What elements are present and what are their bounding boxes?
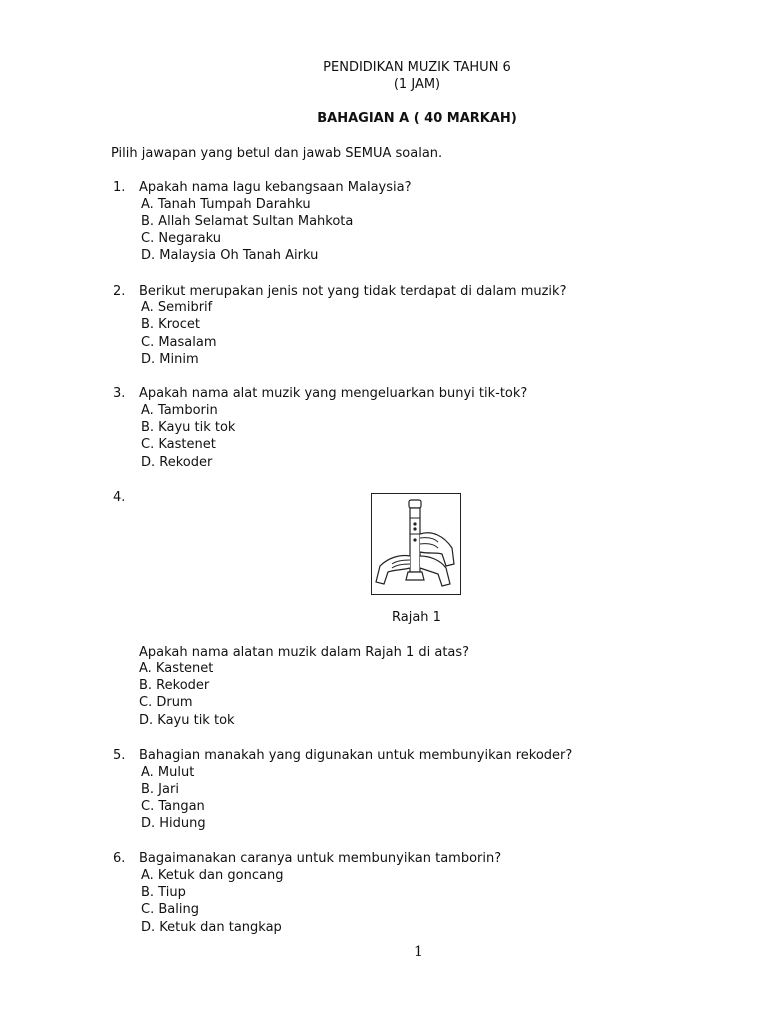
option-d: D. Rekoder [141,455,213,470]
option-a: A. Semibrif [141,300,213,315]
page-title: PENDIDIKAN MUZIK TAHUN 6 [323,60,511,75]
option-c: C. Baling [141,902,199,917]
option-c: C. Drum [139,695,193,710]
question-text: Apakah nama lagu kebangsaan Malaysia? [139,180,412,195]
instructions: Pilih jawapan yang betul dan jawab SEMUA soalan. [111,146,443,161]
option-d: D. Kayu tik tok [139,713,235,728]
question-number: 4. [113,490,126,505]
question-number: 6. [113,851,126,866]
figure-caption: Rajah 1 [392,610,441,625]
option-c: C. Negaraku [141,231,221,246]
page-number: 1 [414,944,423,960]
option-b: B. Tiup [141,885,186,900]
option-a: A. Tanah Tumpah Darahku [141,197,311,212]
option-a: A. Mulut [141,765,195,780]
option-b: B. Kayu tik tok [141,420,236,435]
option-d: D. Malaysia Oh Tanah Airku [141,248,319,263]
question-text: Apakah nama alat muzik yang mengeluarkan bunyi tik-tok? [139,386,528,401]
option-a: A. Kastenet [139,661,214,676]
option-b: B. Allah Selamat Sultan Mahkota [141,214,354,229]
recorder-illustration-icon [372,494,459,593]
option-c: C. Tangan [141,799,205,814]
option-c: C. Kastenet [141,437,216,452]
option-d: D. Hidung [141,816,206,831]
question-text: Berikut merupakan jenis not yang tidak terdapat di dalam muzik? [139,284,567,299]
exam-duration: (1 JAM) [393,77,441,92]
option-c: C. Masalam [141,335,217,350]
option-a: A. Ketuk dan goncang [141,868,284,883]
question-text: Apakah nama alatan muzik dalam Rajah 1 di atas? [139,645,470,660]
question-text: Bahagian manakah yang digunakan untuk membunyikan rekoder? [139,748,573,763]
question-number: 1. [113,180,126,195]
option-b: B. Jari [141,782,179,797]
option-d: D. Minim [141,352,199,367]
option-a: A. Tamborin [141,403,218,418]
question-text: Bagaimanakan caranya untuk membunyikan tamborin? [139,851,502,866]
question-number: 2. [113,284,126,299]
option-b: B. Rekoder [139,678,210,693]
option-b: B. Krocet [141,317,200,332]
option-d: D. Ketuk dan tangkap [141,920,282,935]
question-number: 5. [113,748,126,763]
section-heading: BAHAGIAN A ( 40 MARKAH) [317,111,517,126]
question-number: 3. [113,386,126,401]
recorder-figure [371,493,461,595]
